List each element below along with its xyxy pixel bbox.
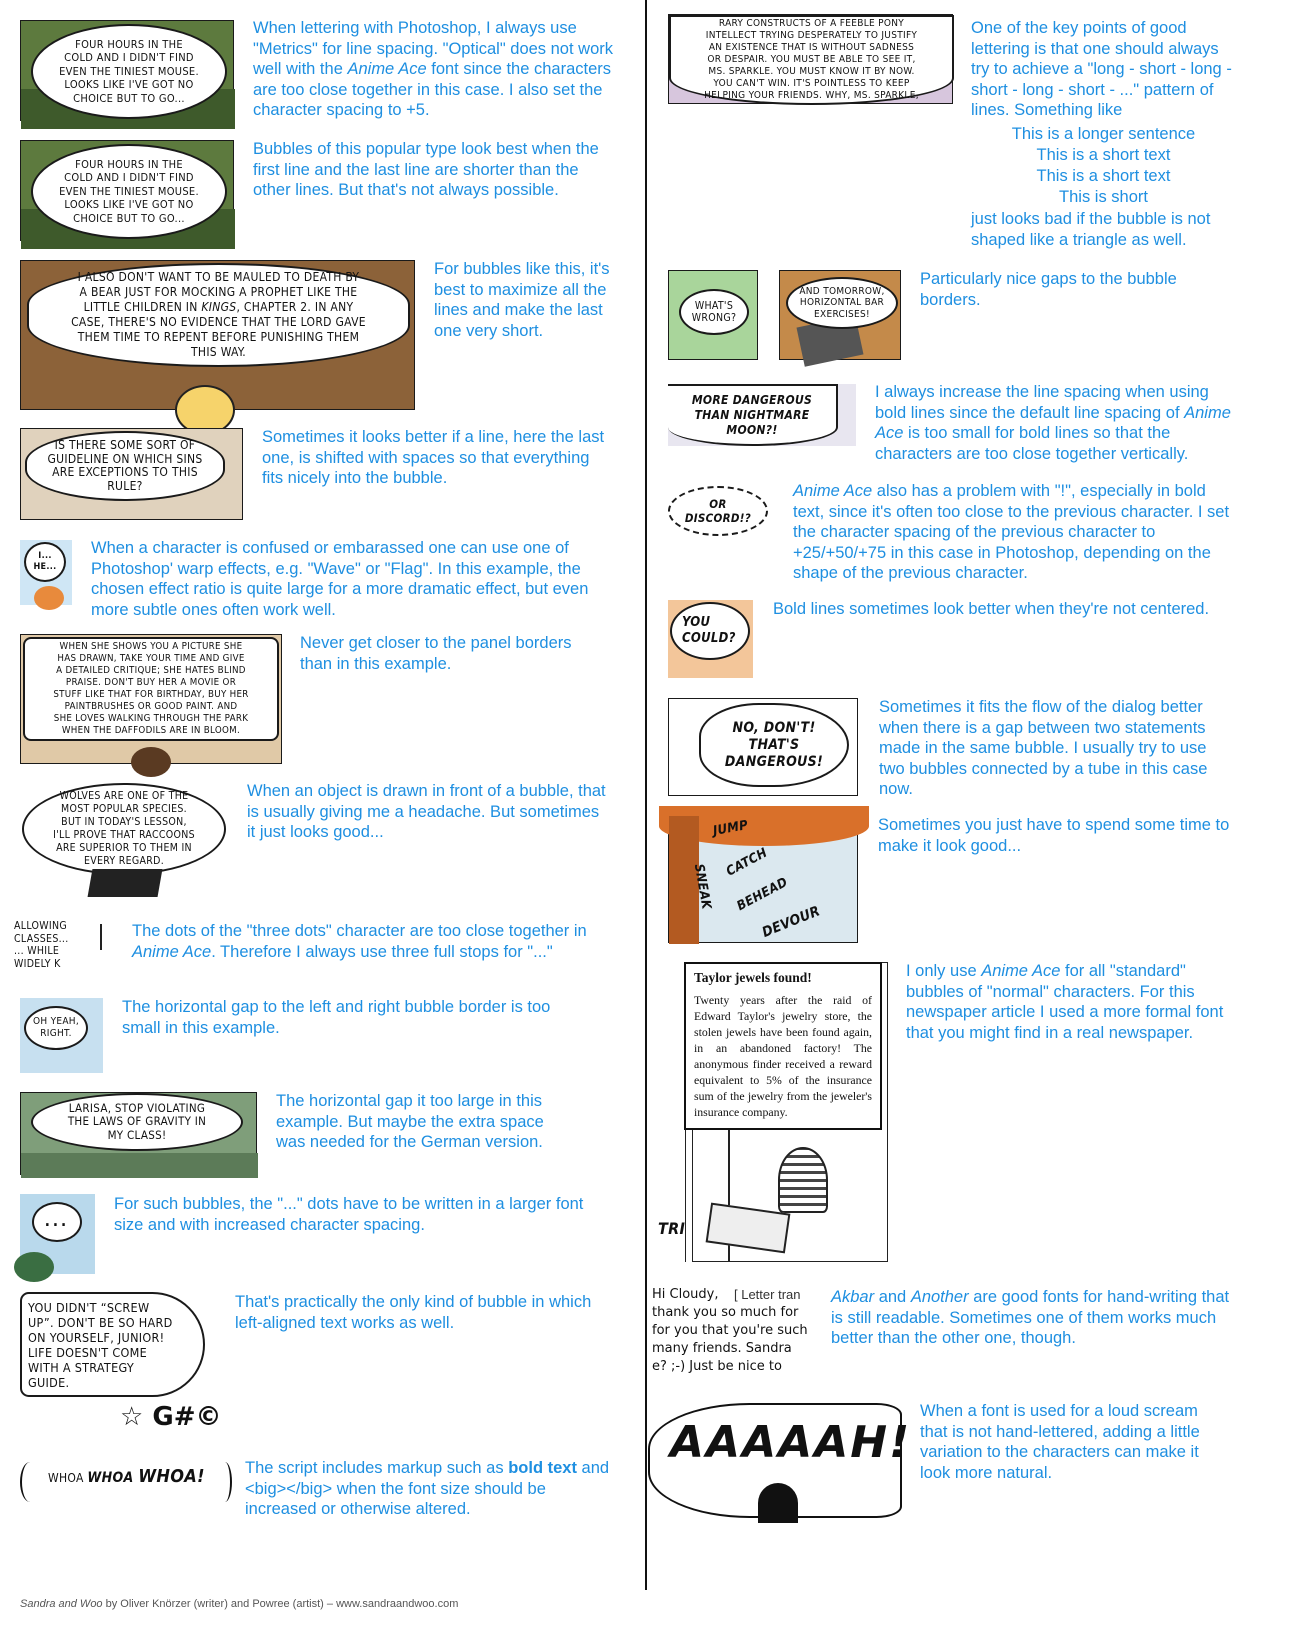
speech-bubble: LARISA, STOP VIOLATING THE LAWS OF GRAVITY IN MY CLASS! [31,1093,243,1151]
newspaper-article: Taylor jewels found! Twenty years after the raid of Edward Taylor's jewelry store, the stolen jewels have been found again, in an abandoned factory! The anonymous finder received a reward equivalent to 5% of the insurance sum of the jewelry from the jeweler's insurance company. [684,962,882,1130]
note: One of the key points of good lettering is that one should always try to achieve a "long - short - long - short - long - short - ..." pattern of lines. Something like [971,19,1232,119]
comic-panel [668,482,773,542]
comic-panel [18,1458,228,1506]
speech-bubble: YOU DIDN'T “SCREW UP”. DON'T BE SO HARD ON YOURSELF, JUNIOR! LIFE DOESN'T COME WITH A STRATEGY GUIDE. [20,1292,205,1397]
note: Bold lines sometimes look better when they're not centered. [773,600,1210,618]
note: For bubbles like this, it's best to maximize all the lines and make the last one very short. [434,260,610,340]
speech-bubble: I ALSO DON'T WANT TO BE MAULED TO DEATH BY A BEAR JUST FOR MOCKING A PROPHET LIKE THE LITTLE CHILDREN IN KINGS, CHAPTER 2. IN ANY CASE, THERE'S NO EVIDENCE THAT THE LORD GAVE THEM TIME TO REPENT BEFORE PUNISHING THEM THIS WAY. [27,263,410,367]
speech-bubble: WHAT'S WRONG? [679,289,749,335]
speech-bubble: MORE DANGEROUS THAN NIGHTMARE MOON?! [668,384,838,446]
comic-panel: YOU DIDN'T “SCREW UP”. DON'T BE SO HARD ON YOURSELF, JUNIOR! LIFE DOESN'T COME WITH A STRATEGY GUIDE. ☆ G#© [20,1292,228,1440]
comic-panel [20,540,72,605]
comic-panel [20,634,282,764]
column-divider [645,0,647,1590]
speech-bubble: WHEN SHE SHOWS YOU A PICTURE SHE HAS DRAWN, TAKE YOUR TIME AND GIVE A DETAILED CRITIQUE; SHE HATES BLIND PRAISE. DON'T BUY HER A MOVIE OR STUFF LIKE THAT FOR BIRTHDAY, BUY HER PAINTBRUSHES OR GOOD PAINT. AND SHE LOVES WALKING THROUGH THE PARK WHEN THE DAFFODILS ARE IN BLOOM. [23,637,279,741]
note: The script includes markup such as bold text and <big></big> when the font size should be increased or otherwise altered. [245,1459,610,1518]
speech-bubble: IS THERE SOME SORT OF GUIDELINE ON WHICH SINS ARE EXCEPTIONS TO THIS RULE? [25,431,225,501]
comic-panel [668,384,856,446]
note: Never get closer to the panel borders than in this example. [300,634,572,673]
comic-panel [668,600,753,678]
comic-panel [668,14,953,104]
comic-panel [20,140,234,241]
note: Sometimes it looks better if a line, here the last one, is shifted with spaces so that everything fits nicely into the bubble. [262,428,605,487]
note: Particularly nice gaps to the bubble borders. [920,270,1177,309]
credits-footer: Sandra and Woo by Oliver Knörzer (writer) and Powree (artist) – www.sandraandwoo.com [20,1598,459,1610]
comic-panel [668,270,758,360]
note: The dots of the "three dots" character are too close together in Anime Ace. Therefore I always use three full stops for "..." [132,922,587,961]
comic-panel [20,428,243,520]
speech-text: WHOA WHOA WHOA! [48,1466,205,1487]
triangle-example: This is a longer sentence This is a short text This is a short text This is short [1011,125,1196,206]
comic-panel: Hi Cloudy, thank you so much for for you that you're such many friends. Sandra e? ;-) Just be nice to [ Letter tran [648,1286,813,1386]
speech-bubble: FOUR HOURS IN THE COLD AND I DIDN'T FIND EVEN THE TINIEST MOUSE. LOOKS LIKE I'VE GOT NO CHOICE BUT TO GO... [31,144,227,239]
comic-panel [20,998,103,1073]
note: Akbar and Another are good fonts for hand-writing that is still readable. Sometimes one of them works much better than the other one, though. [831,1288,1230,1347]
note: When a font is used for a loud scream that is not hand-lettered, adding a little variation to the characters can make it look more natural. [920,1402,1200,1482]
speech-bubble: OR DISCORD!? [668,486,768,536]
speech-bubble: I... HE... [24,542,66,582]
note: That's practically the only kind of bubble in which left-aligned text works as well. [235,1293,592,1332]
note: I always increase the line spacing when using bold lines since the default line spacing of Anime Ace is too small for bold lines so that the characters are too close together vertically. [875,383,1231,463]
comic-panel: JUMP SNEAK CATCH BEHEAD DEVOUR [668,815,858,943]
note: Sometimes it fits the flow of the dialog better when there is a gap between two statements made in the same bubble. I usually try to use two bubbles connected by a tube in this case now. [879,698,1208,798]
speech-bubble: YOU COULD? [670,602,750,660]
comic-panel [20,1092,257,1175]
note: The horizontal gap it too large in this example. But maybe the extra space was needed for the German version. [276,1092,544,1151]
speech-bubble: AND TOMORROW, HORIZONTAL BAR EXERCISES! [786,277,898,329]
speech-bubble: RARY CONSTRUCTS OF A FEEBLE PONY INTELLECT TRYING DESPERATELY TO JUSTIFY AN EXISTENCE THAT IS WITHOUT SADNESS OR DESPAIR. YOU MUST BE ABLE TO SEE IT, MS. SPARKLE. YOU MUST KNOW IT BY NOW. YOU CAN'T WIN. IT'S POINTLESS TO KEEP HELPING YOUR FRIENDS. WHY, MS. SPARKLE, [669,15,954,105]
comic-panel [20,20,234,121]
comic-panel: TRI [648,962,888,1262]
note: The horizontal gap to the left and right bubble border is too small in this example. [122,998,551,1037]
note: When lettering with Photoshop, I always use "Metrics" for line spacing. "Optical" does not work well with the Anime Ace font since the characters are too close together in this case. I also set the character spacing to +5. [253,19,613,119]
comic-panel: ALLOWING CLASSES... ... WHILE WIDELY K [20,920,112,982]
speech-bubble: WOLVES ARE ONE OF THE MOST POPULAR SPECIES. BUT IN TODAY'S LESSON, I'LL PROVE THAT RACCOONS ARE SUPERIOR TO THEM IN EVERY REGARD. [22,783,226,875]
note: For such bubbles, the "..." dots have to be written in a larger font size and with increased character spacing. [114,1195,584,1234]
comic-panel [668,698,858,796]
note: Anime Ace also has a problem with "!", especially in bold text, since it's often too close to the previous character. I set the character spacing of the previous character to +25/+50/+75 in this case in Photoshop, depending on the shape of the previous character. [793,482,1230,582]
comic-panel [20,783,228,905]
note: Sometimes you just have to spend some time to make it look good... [878,816,1230,855]
comic-panel [779,270,901,360]
speech-bubble: FOUR HOURS IN THE COLD AND I DIDN'T FIND EVEN THE TINIEST MOUSE. LOOKS LIKE I'VE GOT NO CHOICE BUT TO GO... [31,24,227,119]
note: Bubbles of this popular type look best when the first line and the last line are shorter than the other lines. But that's not always possible. [253,140,599,199]
comic-panel: AAAAAH! [648,1403,902,1518]
note: When a character is confused or embarassed one can use one of Photoshop' warp effects, e.g. "Wave" or "Flag". In this example, the chosen effect ratio is quite large for a more dramatic effect, but even more subtle ones often work well. [91,539,589,619]
speech-bubble: NO, DON'T! THAT'S DANGEROUS! [699,703,849,787]
note: When an object is drawn in front of a bubble, that is usually giving me a headache. But sometimes it just looks good... [247,782,606,841]
comic-panel [20,1194,95,1274]
note: I only use Anime Ace for all "standard" bubbles of "normal" characters. For this newspaper article I used a more formal font that you might find in a real newspaper. [906,962,1224,1042]
note: just looks bad if the bubble is not shaped like a triangle as well. [971,210,1211,249]
comic-panel [20,260,415,410]
speech-bubble: OH YEAH, RIGHT. [24,1006,88,1050]
speech-bubble: ... [32,1202,82,1242]
